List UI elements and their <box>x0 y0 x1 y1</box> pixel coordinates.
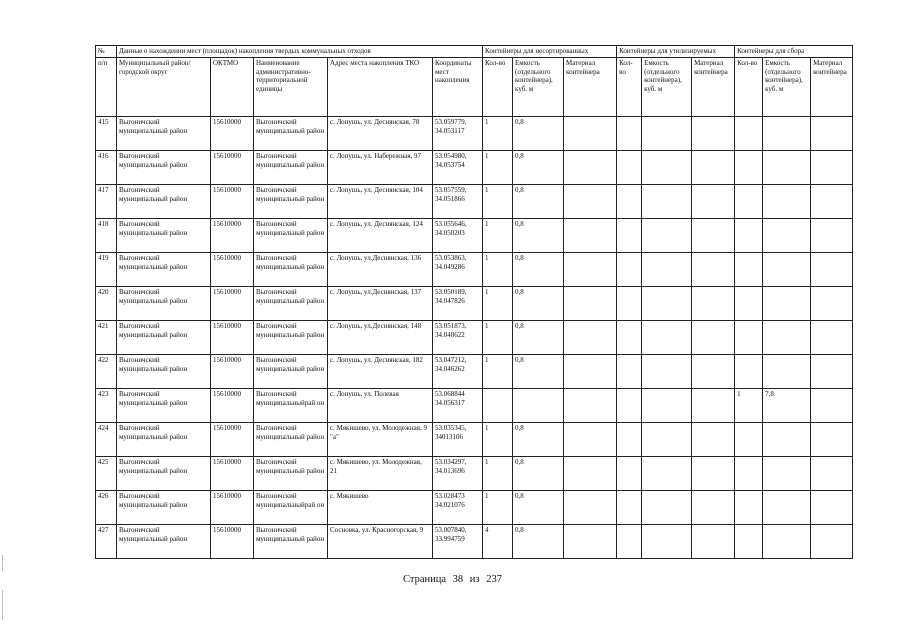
collect-material-cell <box>811 151 853 185</box>
util-capacity-cell <box>642 525 692 559</box>
oktmo-cell: 15610000 <box>211 219 254 253</box>
header-coords: Координаты мест накопления <box>433 58 483 117</box>
collect-material-cell <box>811 219 853 253</box>
table-row <box>96 253 853 287</box>
util-capacity-cell <box>642 151 692 185</box>
row-number: 422 <box>96 355 117 389</box>
municipality-cell: Выгоничский муниципальный район <box>117 185 211 219</box>
oktmo-cell: 15610000 <box>211 355 254 389</box>
coords-cell: 53.047212, 34.046262 <box>433 355 483 389</box>
unsorted-qty-cell: 1 <box>483 185 513 219</box>
unsorted-qty-cell: 1 <box>483 491 513 525</box>
collect-material-cell <box>811 525 853 559</box>
oktmo-cell: 15610000 <box>211 117 254 151</box>
util-material-cell <box>692 423 735 457</box>
unsorted-qty-cell: 1 <box>483 423 513 457</box>
row-number: 419 <box>96 253 117 287</box>
row-number: 424 <box>96 423 117 457</box>
unsorted-material-cell <box>564 491 617 525</box>
address-cell: с. Лопушь, ул. Деснянская, 104 <box>328 185 433 219</box>
address-cell: с. Лопушь, ул. Набережная, 97 <box>328 151 433 185</box>
municipality-cell: Выгоничский муниципальный район <box>117 491 211 525</box>
municipality-cell: Выгоничский муниципальный район <box>117 117 211 151</box>
unsorted-qty-cell: 1 <box>483 253 513 287</box>
municipality-cell: Выгоничский муниципальный район <box>117 253 211 287</box>
unsorted-material-cell <box>564 355 617 389</box>
unsorted-material-cell <box>564 253 617 287</box>
collect-qty-cell <box>735 219 763 253</box>
util-material-cell <box>692 287 735 321</box>
collect-qty-cell <box>735 355 763 389</box>
header-material: Материал контейнера <box>564 58 617 117</box>
collect-capacity-cell <box>763 423 811 457</box>
oktmo-cell: 15610000 <box>211 321 254 355</box>
unsorted-qty-cell <box>483 389 513 423</box>
address-cell: с. Лопушь, ул. Полевая <box>328 389 433 423</box>
collect-capacity-cell <box>763 151 811 185</box>
util-qty-cell <box>617 185 642 219</box>
oktmo-cell: 15610000 <box>211 185 254 219</box>
admin-unit-cell: Выгоничский муниципальный район <box>254 185 328 219</box>
header-capacity: Емкость (отдельного контейнера), куб. м <box>642 58 692 117</box>
admin-unit-cell: Выгоничский муниципальный район <box>254 117 328 151</box>
coords-cell: 53.054980, 34.053754 <box>433 151 483 185</box>
address-cell: Сосновка, ул. Красногорская, 9 <box>328 525 433 559</box>
util-material-cell <box>692 457 735 491</box>
util-qty-cell <box>617 287 642 321</box>
address-cell: с. Мякишево, ул. Молодежная, 9 "а" <box>328 423 433 457</box>
unsorted-capacity-cell: 0,8 <box>513 491 564 525</box>
coords-cell: 53.053863, 34.049286 <box>433 253 483 287</box>
municipality-cell: Выгоничский муниципальный район <box>117 321 211 355</box>
collect-qty-cell <box>735 423 763 457</box>
row-number: 416 <box>96 151 117 185</box>
address-cell: с. Лопушь, ул.Деснянская, 148 <box>328 321 433 355</box>
coords-cell: 53.007840, 33.994759 <box>433 525 483 559</box>
coords-cell: 53.059779, 34.053117 <box>433 117 483 151</box>
unsorted-capacity-cell: 0,8 <box>513 117 564 151</box>
collect-capacity-cell <box>763 185 811 219</box>
util-material-cell <box>692 525 735 559</box>
unsorted-qty-cell: 1 <box>483 219 513 253</box>
municipality-cell: Выгоничский муниципальный район <box>117 525 211 559</box>
util-qty-cell <box>617 117 642 151</box>
table-row <box>96 117 853 151</box>
collect-qty-cell <box>735 321 763 355</box>
util-material-cell <box>692 321 735 355</box>
municipality-cell: Выгоничский муниципальный район <box>117 219 211 253</box>
collect-material-cell <box>811 321 853 355</box>
page-word: Страница <box>403 574 447 585</box>
unsorted-capacity-cell: 0,8 <box>513 219 564 253</box>
admin-unit-cell: Выгоничский муниципальный район <box>254 355 328 389</box>
collect-capacity-cell <box>763 287 811 321</box>
util-material-cell <box>692 389 735 423</box>
unsorted-qty-cell: 1 <box>483 151 513 185</box>
header-group-unsorted: Контейнеры для несортированных <box>483 46 617 58</box>
header-municipality: Муниципальный район/городской округ <box>117 58 211 117</box>
unsorted-material-cell <box>564 457 617 491</box>
header-qty: Кол-во <box>483 58 513 117</box>
header-qty: Кол-во <box>617 58 642 117</box>
unsorted-qty-cell: 1 <box>483 355 513 389</box>
table-row <box>96 287 853 321</box>
unsorted-qty-cell: 1 <box>483 117 513 151</box>
collect-qty-cell <box>735 287 763 321</box>
address-cell: с. Лопушь, ул. Деснянская, 182 <box>328 355 433 389</box>
collect-capacity-cell <box>763 321 811 355</box>
coords-cell: 53.050189, 34.047826 <box>433 287 483 321</box>
collect-capacity-cell: 7,8 <box>763 389 811 423</box>
collect-capacity-cell <box>763 491 811 525</box>
unsorted-capacity-cell: 0,8 <box>513 253 564 287</box>
table-row <box>96 525 853 559</box>
collect-material-cell <box>811 117 853 151</box>
row-number: 417 <box>96 185 117 219</box>
address-cell: с. Лопушь, ул. Деснянская, 78 <box>328 117 433 151</box>
util-material-cell <box>692 151 735 185</box>
coords-cell: 53.057559, 34.051866 <box>433 185 483 219</box>
coords-cell: 53.055646, 34.050203 <box>433 219 483 253</box>
util-capacity-cell <box>642 389 692 423</box>
oktmo-cell: 15610000 <box>211 253 254 287</box>
address-cell: с. Лопушь, ул. Деснянская, 124 <box>328 219 433 253</box>
unsorted-capacity-cell: 0,8 <box>513 287 564 321</box>
table-row <box>96 423 853 457</box>
util-qty-cell <box>617 321 642 355</box>
unsorted-qty-cell: 1 <box>483 321 513 355</box>
scan-edge-mark <box>2 590 3 620</box>
unsorted-capacity-cell: 0,8 <box>513 355 564 389</box>
oktmo-cell: 15610000 <box>211 287 254 321</box>
util-qty-cell <box>617 457 642 491</box>
util-qty-cell <box>617 423 642 457</box>
table-row <box>96 355 853 389</box>
header-data-group: Данные о нахождении мест (площадок) накопления твердых коммунальных отходов <box>117 46 483 58</box>
util-material-cell <box>692 355 735 389</box>
unsorted-material-cell <box>564 423 617 457</box>
collect-material-cell <box>811 389 853 423</box>
header-address: Адрес места накопления ТКО <box>328 58 433 117</box>
util-qty-cell <box>617 253 642 287</box>
collect-material-cell <box>811 185 853 219</box>
coords-cell: 53.068844 34.056317 <box>433 389 483 423</box>
admin-unit-cell: Выгоничский муниципальныйрай он <box>254 491 328 525</box>
unsorted-capacity-cell: 0,8 <box>513 321 564 355</box>
admin-unit-cell: Выгоничский муниципальный район <box>254 423 328 457</box>
collect-qty-cell <box>735 151 763 185</box>
municipality-cell: Выгоничский муниципальный район <box>117 457 211 491</box>
util-qty-cell <box>617 151 642 185</box>
coords-cell: 53.035345, 34013106 <box>433 423 483 457</box>
row-number: 423 <box>96 389 117 423</box>
header-group-util: Контейнеры для утилизируемых <box>617 46 735 58</box>
util-qty-cell <box>617 355 642 389</box>
address-cell: с. Лопушь, ул.Деснянская, 136 <box>328 253 433 287</box>
page-number: 38 <box>452 574 464 585</box>
table-row <box>96 491 853 525</box>
coords-cell: 53.051873, 34.048622 <box>433 321 483 355</box>
address-cell: с. Мякишево, ул. Молодежная, 21 <box>328 457 433 491</box>
page-total: 237 <box>486 574 502 585</box>
municipality-cell: Выгоничский муниципальный район <box>117 389 211 423</box>
collect-capacity-cell <box>763 525 811 559</box>
collect-qty-cell <box>735 185 763 219</box>
table-row <box>96 389 853 423</box>
admin-unit-cell: Выгоничский муниципальный район <box>254 219 328 253</box>
oktmo-cell: 15610000 <box>211 491 254 525</box>
util-capacity-cell <box>642 457 692 491</box>
collect-capacity-cell <box>763 253 811 287</box>
collect-qty-cell <box>735 525 763 559</box>
oktmo-cell: 15610000 <box>211 423 254 457</box>
admin-unit-cell: Выгоничский муниципальныйрай он <box>254 389 328 423</box>
util-capacity-cell <box>642 355 692 389</box>
table-row <box>96 185 853 219</box>
util-qty-cell <box>617 491 642 525</box>
scan-edge-mark <box>2 555 3 571</box>
collect-qty-cell <box>735 491 763 525</box>
header-num2: п/п <box>96 58 117 117</box>
header-material: Материал контейнера <box>811 58 853 117</box>
header-capacity: Емкость (отдельного контейнера), куб. м <box>513 58 564 117</box>
municipality-cell: Выгоничский муниципальный район <box>117 423 211 457</box>
coords-cell: 53.028473 34.021076 <box>433 491 483 525</box>
address-cell: с. Лопушь, ул.Деснянская, 137 <box>328 287 433 321</box>
util-capacity-cell <box>642 253 692 287</box>
util-material-cell <box>692 117 735 151</box>
table-row <box>96 151 853 185</box>
row-number: 421 <box>96 321 117 355</box>
oktmo-cell: 15610000 <box>211 389 254 423</box>
oktmo-cell: 15610000 <box>211 457 254 491</box>
util-capacity-cell <box>642 219 692 253</box>
util-material-cell <box>692 185 735 219</box>
admin-unit-cell: Выгоничский муниципальный район <box>254 457 328 491</box>
table-row <box>96 321 853 355</box>
unsorted-material-cell <box>564 185 617 219</box>
row-number: 426 <box>96 491 117 525</box>
admin-unit-cell: Выгоничский муниципальный район <box>254 525 328 559</box>
collect-qty-cell: 1 <box>735 389 763 423</box>
header-material: Материал контейнера <box>692 58 735 117</box>
row-number: 425 <box>96 457 117 491</box>
collect-qty-cell <box>735 253 763 287</box>
unsorted-qty-cell: 4 <box>483 525 513 559</box>
row-number: 418 <box>96 219 117 253</box>
unsorted-capacity-cell: 0,8 <box>513 457 564 491</box>
header-capacity: Емкость (отдельного контейнера), куб. м <box>763 58 811 117</box>
util-material-cell <box>692 491 735 525</box>
header-qty: Кол-во <box>735 58 763 117</box>
collect-capacity-cell <box>763 355 811 389</box>
unsorted-material-cell <box>564 287 617 321</box>
unsorted-capacity-cell <box>513 389 564 423</box>
unsorted-capacity-cell: 0,8 <box>513 185 564 219</box>
row-number: 415 <box>96 117 117 151</box>
util-capacity-cell <box>642 491 692 525</box>
unsorted-material-cell <box>564 525 617 559</box>
row-number: 420 <box>96 287 117 321</box>
table-row <box>96 219 853 253</box>
unsorted-material-cell <box>564 219 617 253</box>
municipality-cell: Выгоничский муниципальный район <box>117 287 211 321</box>
coords-cell: 53.034297, 34.013696 <box>433 457 483 491</box>
util-qty-cell <box>617 219 642 253</box>
collect-material-cell <box>811 491 853 525</box>
admin-unit-cell: Выгоничский муниципальный район <box>254 151 328 185</box>
unsorted-capacity-cell: 0,8 <box>513 151 564 185</box>
admin-unit-cell: Выгоничский муниципальный район <box>254 287 328 321</box>
collect-material-cell <box>811 253 853 287</box>
collect-capacity-cell <box>763 219 811 253</box>
header-group-collect: Контейнеры для сбора <box>735 46 853 58</box>
table-row <box>96 457 853 491</box>
unsorted-capacity-cell: 0,8 <box>513 423 564 457</box>
collect-qty-cell <box>735 117 763 151</box>
register-table <box>95 45 853 559</box>
unsorted-capacity-cell: 0,8 <box>513 525 564 559</box>
collect-material-cell <box>811 287 853 321</box>
util-material-cell <box>692 219 735 253</box>
row-number: 427 <box>96 525 117 559</box>
municipality-cell: Выгоничский муниципальный район <box>117 151 211 185</box>
collect-material-cell <box>811 423 853 457</box>
page-of-word: из <box>469 574 480 585</box>
header-oktmo: ОКТМО <box>211 58 254 117</box>
unsorted-qty-cell: 1 <box>483 287 513 321</box>
collect-capacity-cell <box>763 117 811 151</box>
header-admin-unit: Наименование административно-территориальной единицы <box>254 58 328 117</box>
header-num: № <box>96 46 117 58</box>
municipality-cell: Выгоничский муниципальный район <box>117 355 211 389</box>
address-cell: с. Мякишево <box>328 491 433 525</box>
util-capacity-cell <box>642 321 692 355</box>
util-capacity-cell <box>642 185 692 219</box>
collect-capacity-cell <box>763 457 811 491</box>
util-capacity-cell <box>642 423 692 457</box>
collect-material-cell <box>811 355 853 389</box>
util-material-cell <box>692 253 735 287</box>
admin-unit-cell: Выгоничский муниципальный район <box>254 253 328 287</box>
oktmo-cell: 15610000 <box>211 151 254 185</box>
collect-material-cell <box>811 457 853 491</box>
util-capacity-cell <box>642 287 692 321</box>
oktmo-cell: 15610000 <box>211 525 254 559</box>
util-qty-cell <box>617 389 642 423</box>
util-capacity-cell <box>642 117 692 151</box>
unsorted-material-cell <box>564 151 617 185</box>
page-footer <box>0 574 905 585</box>
collect-qty-cell <box>735 457 763 491</box>
admin-unit-cell: Выгоничский муниципальный район <box>254 321 328 355</box>
unsorted-material-cell <box>564 321 617 355</box>
unsorted-material-cell <box>564 117 617 151</box>
unsorted-qty-cell: 1 <box>483 457 513 491</box>
unsorted-material-cell <box>564 389 617 423</box>
util-qty-cell <box>617 525 642 559</box>
